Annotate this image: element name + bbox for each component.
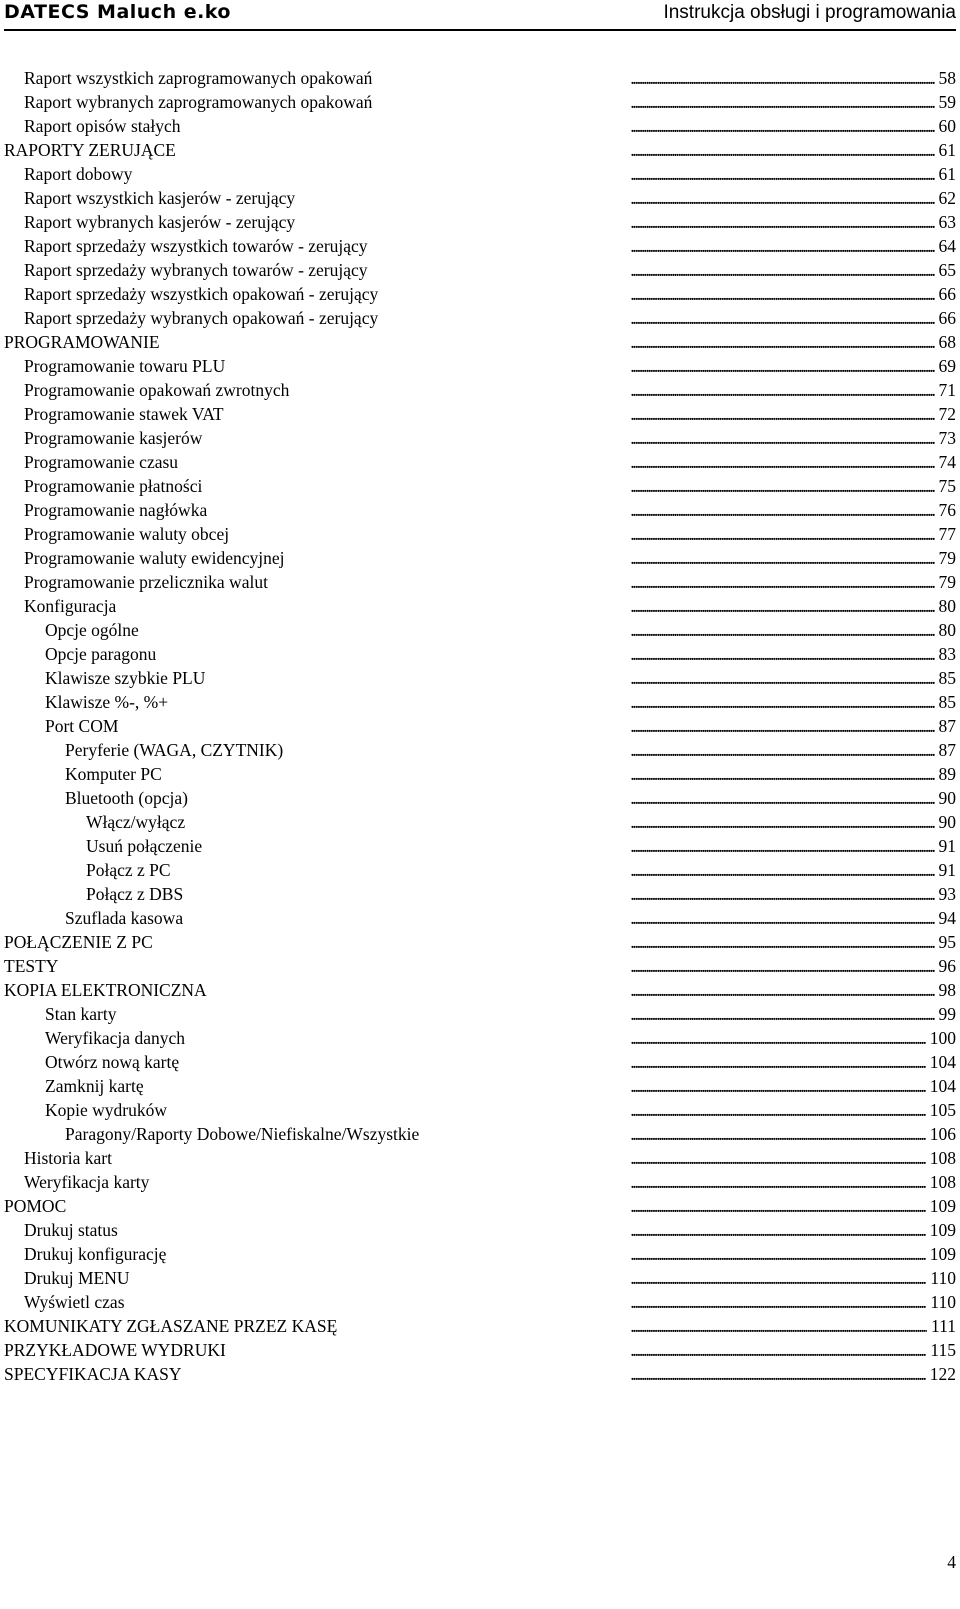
toc-entry-page: 69 — [935, 354, 957, 378]
toc-entry-page: 109 — [926, 1218, 956, 1242]
toc-entry[interactable] — [0, 666, 956, 690]
page-header — [0, 0, 960, 30]
toc-entry-title: TESTY — [4, 956, 59, 976]
toc-entry-title: Zamknij kartę — [45, 1076, 144, 1096]
toc-entry-page: 85 — [935, 690, 957, 714]
toc-entry-title: Raport wszystkich zaprogramowanych opakowań — [24, 68, 373, 88]
toc-entry-page: 106 — [926, 1122, 956, 1146]
header-divider — [4, 29, 956, 31]
toc-entry[interactable] — [0, 354, 956, 378]
toc-entry[interactable] — [0, 66, 956, 90]
toc-entry-page: 65 — [935, 258, 957, 282]
toc-entry-page: 59 — [935, 90, 957, 114]
toc-entry-page: 104 — [926, 1050, 956, 1074]
toc-entry-page: 62 — [935, 186, 957, 210]
toc-entry[interactable] — [0, 258, 956, 282]
toc-entry-page: 96 — [935, 954, 957, 978]
toc-entry-page: 110 — [926, 1266, 956, 1290]
toc-entry[interactable] — [0, 138, 956, 162]
toc-entry[interactable] — [0, 930, 956, 954]
toc-entry-page: 80 — [935, 594, 957, 618]
toc-entry-page: 66 — [935, 306, 957, 330]
toc-entry-page: 99 — [935, 1002, 957, 1026]
toc-entry-title: Połącz z PC — [86, 860, 171, 880]
toc-entry-title: Raport wybranych zaprogramowanych opakowań — [24, 92, 373, 112]
toc-entry-title: Kopie wydruków — [45, 1100, 167, 1120]
toc-entry-page: 83 — [935, 642, 957, 666]
toc-entry[interactable] — [0, 450, 956, 474]
toc-entry-title: Raport opisów stałych — [24, 116, 181, 136]
dot-leader — [0, 162, 956, 186]
toc-entry-page: 111 — [927, 1314, 956, 1338]
dot-leader — [0, 1194, 956, 1218]
toc-entry-page: 79 — [935, 546, 957, 570]
toc-entry-title: Raport wybranych kasjerów - zerujący — [24, 212, 296, 232]
toc-entry[interactable] — [0, 546, 956, 570]
toc-entry-page: 89 — [935, 762, 957, 786]
toc-entry[interactable] — [0, 1314, 956, 1338]
toc-entry-title: Programowanie opakowań zwrotnych — [24, 380, 290, 400]
toc-entry-title: Drukuj status — [24, 1220, 118, 1240]
toc-entry[interactable] — [0, 1218, 956, 1242]
toc-entry[interactable] — [0, 786, 956, 810]
toc-entry-title: KOPIA ELEKTRONICZNA — [4, 980, 207, 1000]
toc-entry[interactable] — [0, 570, 956, 594]
toc-entry-title: Opcje ogólne — [45, 620, 139, 640]
toc-entry-page: 104 — [926, 1074, 956, 1098]
dot-leader — [0, 594, 956, 618]
toc-entry[interactable] — [0, 882, 956, 906]
toc-entry[interactable] — [0, 1002, 956, 1026]
toc-entry-title: KOMUNIKATY ZGŁASZANE PRZEZ KASĘ — [4, 1316, 338, 1336]
toc-entry-title: Klawisze szybkie PLU — [45, 668, 206, 688]
toc-entry-page: 98 — [935, 978, 957, 1002]
dot-leader — [0, 618, 956, 642]
toc-entry[interactable] — [0, 594, 956, 618]
toc-entry[interactable] — [0, 1098, 956, 1122]
toc-entry[interactable] — [0, 426, 956, 450]
toc-entry-page: 73 — [935, 426, 957, 450]
toc-entry-page: 71 — [935, 378, 957, 402]
toc-entry-title: Raport dobowy — [24, 164, 133, 184]
toc-entry-page: 61 — [935, 162, 957, 186]
toc-entry-title: PROGRAMOWANIE — [4, 332, 160, 352]
toc-entry[interactable] — [0, 858, 956, 882]
toc-entry-title: Raport wszystkich kasjerów - zerujący — [24, 188, 296, 208]
toc-entry-title: Programowanie waluty obcej — [24, 524, 230, 544]
toc-entry-title: Peryferie (WAGA, CZYTNIK) — [65, 740, 284, 760]
toc-entry[interactable] — [0, 810, 956, 834]
toc-entry-page: 77 — [935, 522, 957, 546]
toc-entry-title: Raport sprzedaży wybranych opakowań - zerujący — [24, 308, 379, 328]
toc-entry-title: Programowanie towaru PLU — [24, 356, 226, 376]
toc-entry-page: 91 — [935, 858, 957, 882]
toc-entry[interactable] — [0, 330, 956, 354]
toc-entry-title: RAPORTY ZERUJĄCE — [4, 140, 176, 160]
toc-entry-title: Raport sprzedaży wybranych towarów - zerujący — [24, 260, 368, 280]
toc-entry[interactable] — [0, 762, 956, 786]
toc-entry[interactable] — [0, 306, 956, 330]
toc-entry-title: Weryfikacja karty — [24, 1172, 150, 1192]
dot-leader — [0, 1146, 956, 1170]
toc-entry[interactable] — [0, 954, 956, 978]
toc-entry[interactable] — [0, 1122, 956, 1146]
toc-entry[interactable] — [0, 1266, 956, 1290]
toc-entry[interactable] — [0, 1242, 956, 1266]
toc-entry[interactable] — [0, 1338, 956, 1362]
toc-entry-page: 64 — [935, 234, 957, 258]
toc-entry[interactable] — [0, 234, 956, 258]
toc-entry-title: Programowanie kasjerów — [24, 428, 203, 448]
toc-entry[interactable] — [0, 738, 956, 762]
toc-entry-title: Programowanie czasu — [24, 452, 179, 472]
toc-entry-page: 60 — [935, 114, 957, 138]
page-number: 4 — [947, 1552, 956, 1572]
toc-entry[interactable] — [0, 1074, 956, 1098]
toc-entry[interactable] — [0, 642, 956, 666]
toc-entry-title: POMOC — [4, 1196, 67, 1216]
toc-entry-title: POŁĄCZENIE Z PC — [4, 932, 153, 952]
toc-entry-page: 108 — [926, 1146, 956, 1170]
toc-entry-page: 76 — [935, 498, 957, 522]
toc-entry-page: 85 — [935, 666, 957, 690]
toc-entry-title: Komputer PC — [65, 764, 162, 784]
toc-entry[interactable] — [0, 1026, 956, 1050]
toc-entry-page: 93 — [935, 882, 957, 906]
toc-entry-page: 61 — [935, 138, 957, 162]
toc-entry-page: 66 — [935, 282, 957, 306]
toc-entry[interactable] — [0, 498, 956, 522]
toc-entry-title: Włącz/wyłącz — [86, 812, 186, 832]
toc-entry[interactable] — [0, 978, 956, 1002]
toc-entry-page: 95 — [935, 930, 957, 954]
toc-entry-page: 58 — [935, 66, 957, 90]
toc-entry[interactable] — [0, 402, 956, 426]
table-of-contents — [0, 66, 960, 1386]
dot-leader — [0, 1002, 956, 1026]
toc-entry-title: Bluetooth (opcja) — [65, 788, 188, 808]
toc-entry[interactable] — [0, 378, 956, 402]
toc-entry-page: 115 — [926, 1338, 956, 1362]
toc-entry-page: 100 — [926, 1026, 956, 1050]
toc-entry[interactable] — [0, 1194, 956, 1218]
toc-entry-title: Programowanie płatności — [24, 476, 203, 496]
toc-entry-title: Klawisze %-, %+ — [45, 692, 169, 712]
brand-title: DATECS Maluch e.ko — [4, 1, 231, 23]
toc-entry[interactable] — [0, 162, 956, 186]
toc-entry-title: Połącz z DBS — [86, 884, 184, 904]
toc-entry-page: 87 — [935, 714, 957, 738]
toc-entry[interactable] — [0, 906, 956, 930]
toc-entry-title: Wyświetl czas — [24, 1292, 125, 1312]
toc-entry[interactable] — [0, 714, 956, 738]
dot-leader — [0, 714, 956, 738]
dot-leader — [0, 1290, 956, 1314]
toc-entry[interactable] — [0, 1362, 956, 1386]
dot-leader — [0, 1218, 956, 1242]
toc-entry[interactable] — [0, 210, 956, 234]
toc-entry-page: 68 — [935, 330, 957, 354]
toc-entry-title: Konfiguracja — [24, 596, 117, 616]
toc-entry[interactable] — [0, 1050, 956, 1074]
toc-entry-title: Drukuj MENU — [24, 1268, 130, 1288]
toc-entry[interactable] — [0, 1290, 956, 1314]
toc-entry[interactable] — [0, 618, 956, 642]
toc-entry-title: Historia kart — [24, 1148, 112, 1168]
toc-entry-title: Programowanie stawek VAT — [24, 404, 224, 424]
toc-entry-title: Paragony/Raporty Dobowe/Niefiskalne/Wszystkie — [65, 1124, 420, 1144]
toc-entry-page: 74 — [935, 450, 957, 474]
toc-entry-page: 75 — [935, 474, 957, 498]
toc-entry-page: 122 — [926, 1362, 956, 1386]
toc-entry[interactable] — [0, 690, 956, 714]
toc-entry-title: Szuflada kasowa — [65, 908, 184, 928]
toc-entry[interactable] — [0, 282, 956, 306]
toc-entry-title: Programowanie przelicznika walut — [24, 572, 268, 592]
toc-entry-title: Otwórz nową kartę — [45, 1052, 180, 1072]
toc-entry-page: 90 — [935, 810, 957, 834]
toc-entry-title: Opcje paragonu — [45, 644, 157, 664]
toc-entry-title: Port COM — [45, 716, 119, 736]
toc-entry-page: 91 — [935, 834, 957, 858]
toc-entry-page: 87 — [935, 738, 957, 762]
toc-entry-page: 63 — [935, 210, 957, 234]
toc-entry[interactable] — [0, 114, 956, 138]
toc-entry-title: Usuń połączenie — [86, 836, 203, 856]
manual-title: Instrukcja obsługi i programowania — [663, 2, 956, 23]
toc-entry-title: SPECYFIKACJA KASY — [4, 1364, 182, 1384]
toc-entry-title: Programowanie nagłówka — [24, 500, 208, 520]
toc-entry-title: Drukuj konfigurację — [24, 1244, 167, 1264]
toc-entry[interactable] — [0, 522, 956, 546]
toc-entry-page: 110 — [926, 1290, 956, 1314]
toc-entry[interactable] — [0, 186, 956, 210]
toc-entry-page: 72 — [935, 402, 957, 426]
toc-entry-page: 109 — [926, 1194, 956, 1218]
toc-entry-page: 80 — [935, 618, 957, 642]
toc-entry[interactable] — [0, 90, 956, 114]
toc-entry-title: Stan karty — [45, 1004, 117, 1024]
toc-entry-page: 79 — [935, 570, 957, 594]
dot-leader — [0, 954, 956, 978]
toc-entry-title: PRZYKŁADOWE WYDRUKI — [4, 1340, 226, 1360]
toc-entry-title: Weryfikacja danych — [45, 1028, 185, 1048]
toc-entry-page: 109 — [926, 1242, 956, 1266]
toc-entry[interactable] — [0, 1170, 956, 1194]
toc-entry-page: 105 — [926, 1098, 956, 1122]
toc-entry-page: 108 — [926, 1170, 956, 1194]
toc-entry-title: Raport sprzedaży wszystkich opakowań - zerujący — [24, 284, 379, 304]
toc-entry-page: 94 — [935, 906, 957, 930]
toc-entry[interactable] — [0, 474, 956, 498]
toc-entry[interactable] — [0, 1146, 956, 1170]
toc-entry-title: Programowanie waluty ewidencyjnej — [24, 548, 285, 568]
toc-entry-page: 90 — [935, 786, 957, 810]
toc-entry[interactable] — [0, 834, 956, 858]
toc-entry-title: Raport sprzedaży wszystkich towarów - zerujący — [24, 236, 368, 256]
dot-leader — [0, 1266, 956, 1290]
